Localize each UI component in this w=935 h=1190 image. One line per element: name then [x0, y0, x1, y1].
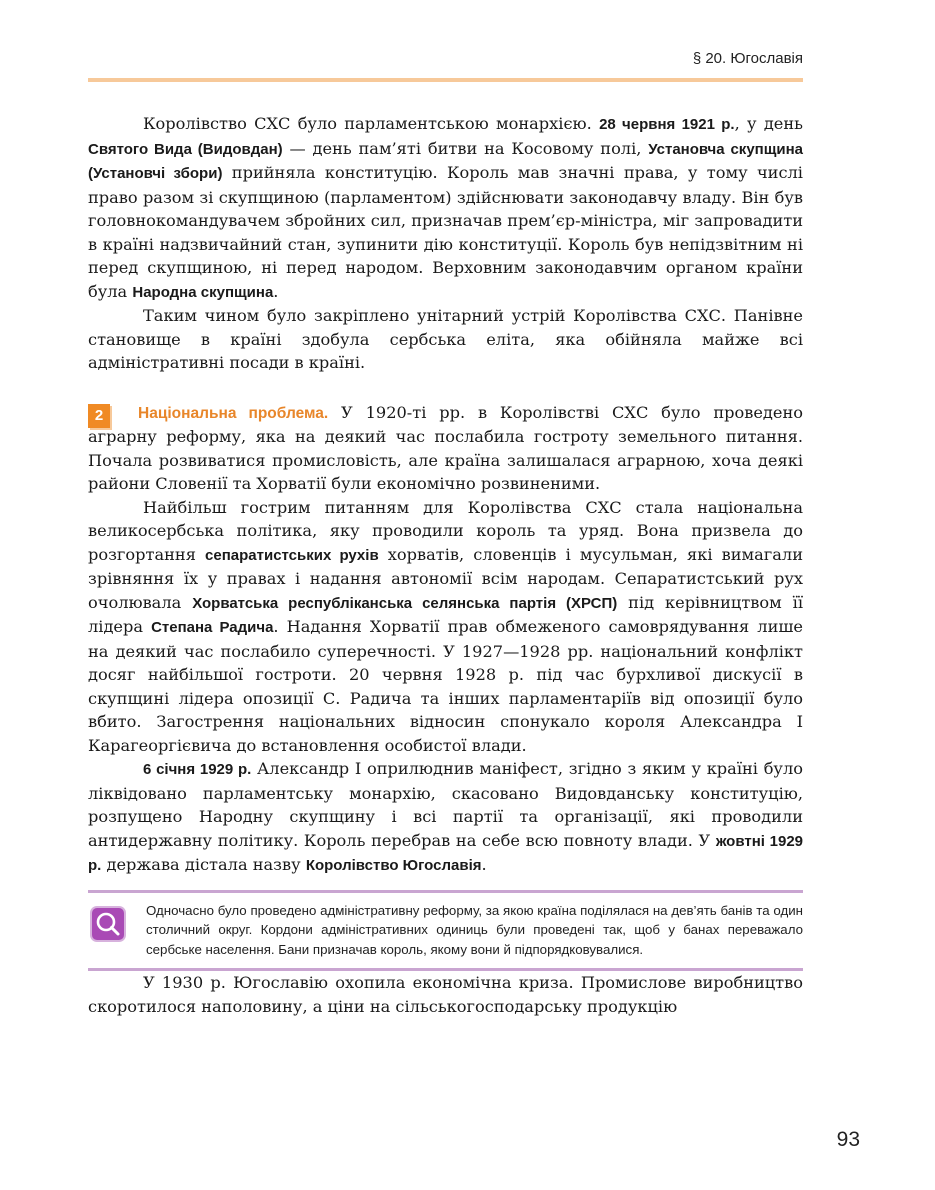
bold-term: сепаратистських рухів: [205, 546, 379, 564]
bold-term: Установча скупщина (Установчі збори): [88, 140, 803, 182]
paragraph-constitution: Королівство СХС було парламентською монархією. 28 червня 1921 р., у день Святого Вида (Видовдан) — день пам’яті битви на Косовому полі, Установча скупщина (Установчі збори) прийняла конституцію. Король мав значні права, у тому числі право разом зі скупщиною (парламентом) здійснювати законодавчу владу. Він був головнокомандувачем збройних сил, призначав прем’єр-міністра, міг запровадити в країні надзвичайний стан, зупинити дію конституції. Король був непідзвітним ні перед скупщиною, ні перед народом. Верховним законодавчим органом країни була Народна скупщина.: [88, 114, 803, 301]
bold-term: Королівство Югославія: [305, 857, 482, 874]
bold-term: Хорватська республіканська селянська партія (ХРСП): [192, 594, 618, 612]
section-2: [88, 401, 803, 878]
note-text: Одночасно було проведено адміністративну реформу, за якою країна поділялася на дев’ять банів та один столичний округ. Кордони адміністративних одиниць були проведені так, щоб у банах переважало сербське населення. Бани призначав король, якому вони й підпорядковувалися.: [146, 902, 803, 957]
info-note: [88, 890, 803, 972]
bold-date: 6 січня 1929 р.: [143, 761, 252, 778]
running-header: § 20. Югославія: [692, 50, 803, 67]
paragraph-crisis: У 1930 р. Югославію охопила економічна криза. Промислове виробництво скоротилося наполовину, а ціни на сільськогосподарську продукцію: [88, 973, 803, 1016]
bold-date: жовтні 1929 р.: [88, 832, 804, 874]
paragraph-dictatorship: 6 січня 1929 р. Александр І оприлюднив маніфест, згідно з яким у країні було ліквідовано парламентську монархію, скасовано Видовданську конституцію, розпущено Народну скупщину і всі партії та організації, які проводили антидержавну політику. Король перебрав на себе всю повноту влади. У жовтні 1929 р. держава дістала назву Королівство Югославія.: [88, 759, 804, 874]
section-number-badge: 2: [88, 404, 110, 428]
bold-term: Народна скупщина: [132, 283, 274, 301]
bold-term: Степана Радича: [151, 619, 274, 636]
bold-term: Святого Вида (Видовдан): [88, 140, 283, 158]
header-rule: [88, 78, 803, 82]
paragraph-national-problem: Національна проблема. У 1920-ті рр. в Королівстві СХС було проведено аграрну реформу, яка на деякий час послабила гостроту земельного питання. Почала розвиватися промисловість, але країна залишалася аграрною, хоча деякі райони Словенії та Хорватії були економічно розвиненими.: [88, 402, 803, 493]
paragraph-unitary: Таким чином було закріплено унітарний устрій Королівства СХС. Панівне становище в країні здобула сербська еліта, яка обійняла майже всі адміністративні посади в країні.: [88, 306, 803, 372]
section-heading: Національна проблема.: [138, 404, 329, 422]
page-body: [88, 112, 803, 1018]
paragraph-separatism: Найбільш гострим питанням для Королівства СХС стала національна великосербська політика, яку проводили король та уряд. Вона призвела до розгортання сепаратистських рухів хорватів, словенців і мусульман, які вимагали зрівняння їх у правах і надання автономії всім народам. Сепаратистський рух очолювала Хорватська республіканська селянська партія (ХРСП) під керівництвом її лідера Степана Радича. Надання Хорватії прав обмеженого самоврядування лише на деякий час послабило суперечності. У 1927—1928 рр. національний конфлікт досяг найбільшої гостроти. 20 червня 1928 р. під час бурхливої дискусії в скупщині лідера опозиції С. Радича та інших парламентаріїв від опозиції було вбито. Загострення національних відносин спонукало короля Александра І Карагеоргієвича до встановлення особистої влади.: [88, 497, 804, 755]
magnifier-icon: [90, 906, 126, 942]
page-number: 93: [836, 1128, 860, 1151]
bold-date: 28 червня 1921 р.: [599, 116, 735, 133]
